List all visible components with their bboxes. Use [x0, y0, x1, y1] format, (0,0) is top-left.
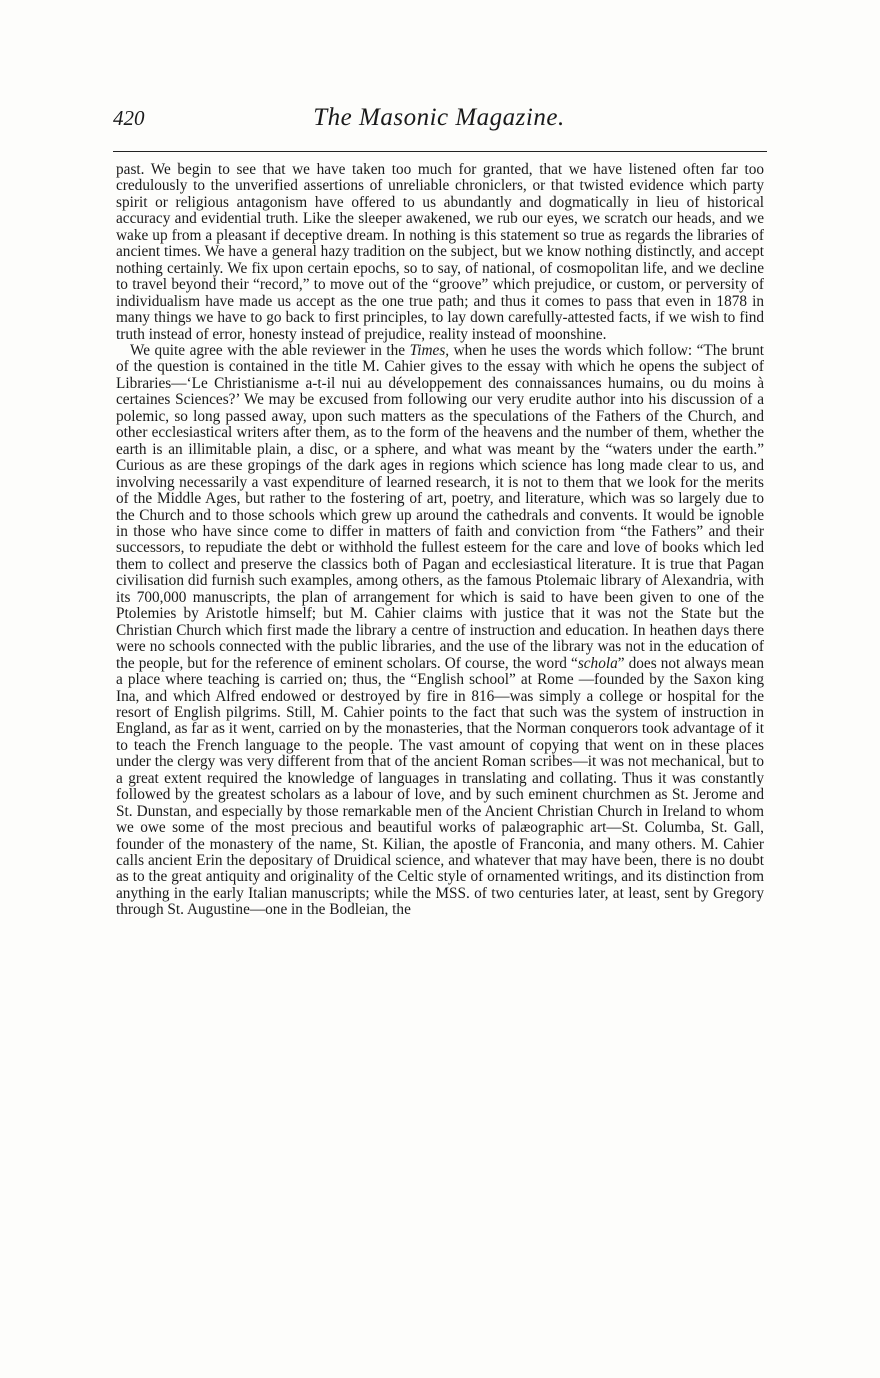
running-title: The Masonic Magazine. — [313, 104, 565, 131]
article-body — [116, 162, 764, 919]
paragraph-1: past. We begin to see that we have taken too much for granted, that we have listened often far too credulously to the unverified assertions of unreliable chroniclers, or that twisted evidence which party spirit or religious antagonism have offered to us abundantly and dogmatically in lieu of historical accuracy and evidential truth. Like the sleeper awakened, we rub our eyes, we scratch our heads, and we wake up from a pleasant if deceptive dream. In nothing is this statement so true as regards the libraries of ancient times. We have a general hazy tradition on the subject, but we know nothing distinctly, and accept nothing certainly. We fix upon certain epochs, so to say, of national, of cosmopolitan life, and we decline to travel beyond their “record,” to move out of the “groove” which prejudice, or custom, or perversity of individualism have made us accept as the one true path; and thus it comes to pass that even in 1878 in many things we have to go back to first principles, to lay down carefully-attested facts, if we wish to find truth instead of error, honesty instead of prejudice, reality instead of moonshine. — [116, 161, 764, 343]
schola-italic: schola — [577, 654, 618, 672]
times-italic: Times, — [409, 341, 450, 359]
p2-part-b: when he uses the words which follow: “The brunt of the question is contained in the title M. Cahier gives to the essay with which he opens the subject of Libraries—‘Le Christianisme a-t-il nui au développement des connaissances humains, ou du moins à certaines Sciences?’ We may be excused from following our very erudite author into his discussion of a polemic, so long passed away, upon such matters as the speculations of the Fathers of the Church, and other ecclesiastical writers after them, as to the form of the heavens and the number of them, whether the earth is an illimitable plain, a disc, or a sphere, and what was meant by the “waters under the earth.” Curious as are these gropings of the dark ages in regions which science has long made clear to us, and involving necessarily a vast expenditure of learned research, it is not to them that we look for the merits of the Middle Ages, but rather to the fostering of art, poetry, and literature, which was so largely due to the Church and to those schools which grew up around the cathedrals and convents. It would be ignoble in those who have since come to differ in matters of faith and conviction from “the Fathers” and their successors, to repudiate the debt or withhold the fullest esteem for the care and love of books which led them to collect and preserve the classics both of Pagan and ecclesiastical literature. It is true that Pagan civilisation did furnish such examples, among others, as the famous Ptolemaic library of Alexandria, with its 700,000 manuscripts, the plan of arrangement for which is said to have been given to one of the Ptolemies by Aristotle himself; but M. Cahier claims with justice that it was not the State but the Christian Church which first made the library a centre of instruction and education. In heathen days there were no schools connected with the public libraries, and the use of the library was not in the education of the people, but for the reference of eminent scholars. Of course, the word “ — [116, 341, 764, 672]
paragraph-2 — [116, 343, 764, 919]
page-header — [113, 104, 765, 134]
p2-part-a: We quite agree with the able reviewer in the — [130, 341, 410, 359]
header-rule — [113, 151, 767, 152]
p2-part-c: ” does not always mean a place where teaching is carried on; thus, the “English school” at Rome —founded by the Saxon king Ina, and which Alfred endowed or destroyed by fire in 816—was simply a college or hospital for the resort of English pilgrims. Still, M. Cahier points to the fact that such was the system of instruction in England, as far as it went, carried on by the monasteries, that the Norman conquerors took advantage of it to teach the French language to the people. The vast amount of copying that went on in these places under the clergy was very different from that of the ancient Roman scribes—it was not mechanical, but to a great extent required the knowledge of languages in translating and collating. Thus it was constantly followed by the greatest scholars as a labour of love, and by such eminent churchmen as St. Jerome and St. Dunstan, and especially by those remarkable men of the Ancient Christian Church in Ireland to whom we owe some of the most precious and beautiful works of palæographic art—St. Columba, St. Gall, founder of the monastery of the name, St. Kilian, the apostle of Franconia, and many others. M. Cahier calls ancient Erin the depositary of Druidical science, and whatever that may have been, there is no doubt as to the great antiquity and originality of the Celtic style of ornamented writings, and its distinction from anything in the early Italian manuscripts; while the MSS. of two centuries later, at least, sent by Gregory through St. Augustine—one in the Bodleian, the — [116, 654, 764, 919]
page-number: 420 — [113, 106, 145, 130]
